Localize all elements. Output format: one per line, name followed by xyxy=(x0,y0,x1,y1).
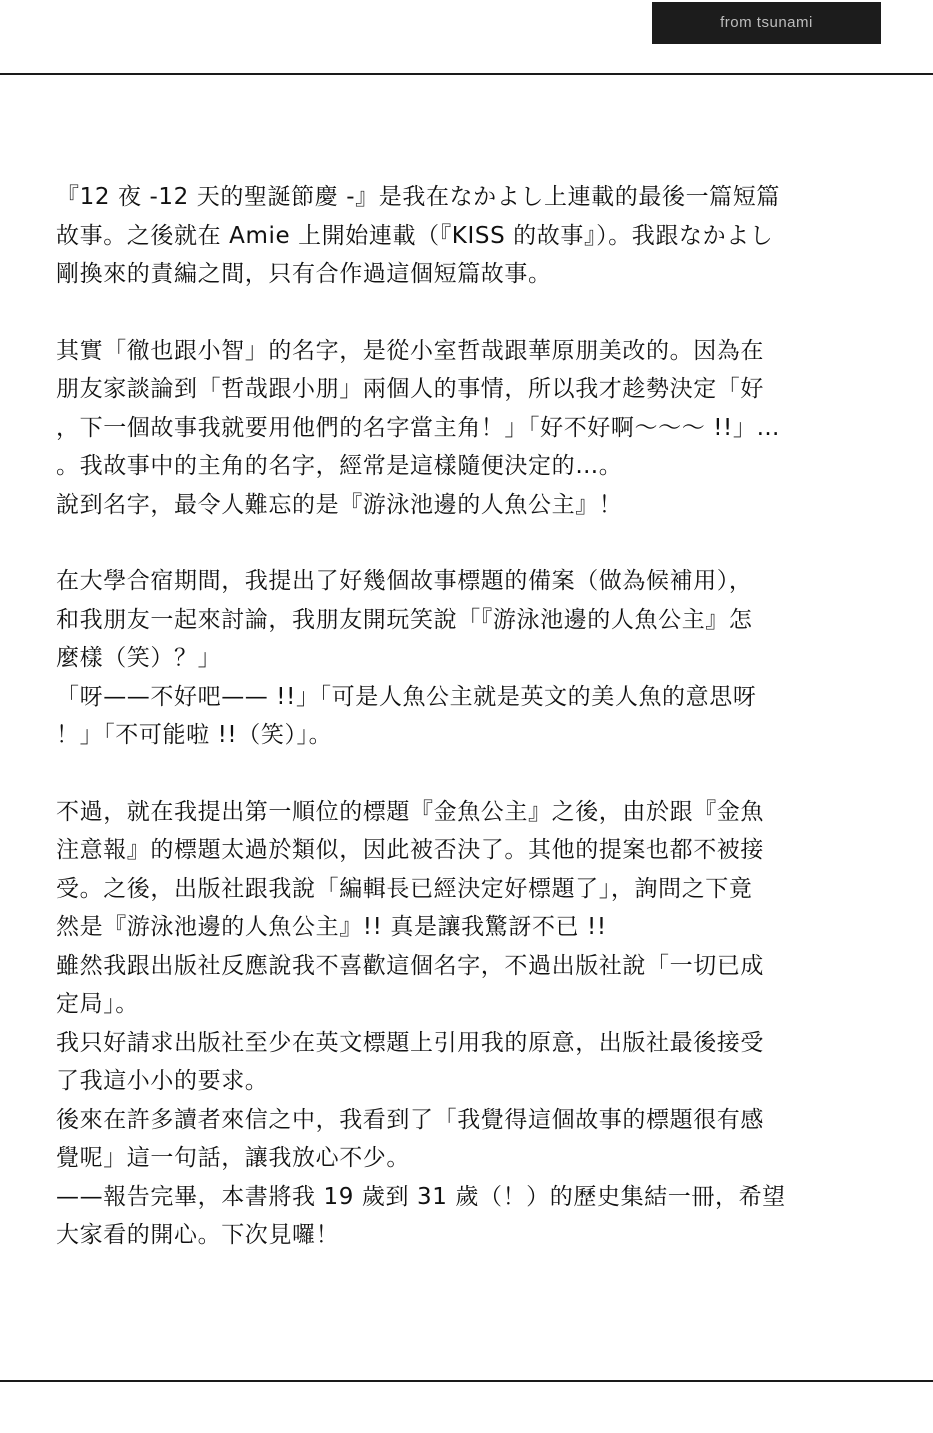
text-line: 大家看的開心。下次見囉！ xyxy=(56,1222,340,1248)
text-line: 在大學合宿期間，我提出了好幾個故事標題的備案（做為候補用）， xyxy=(56,568,753,594)
text-line: 受。之後，出版社跟我說「編輯長已經決定好標題了」，詢問之下竟 xyxy=(56,875,753,902)
paragraph-2 xyxy=(56,332,846,525)
text-line: 和我朋友一起來討論，我朋友開玩笑說「『游泳池邊的人魚公主』怎 xyxy=(56,606,753,633)
header-tab: from tsunami xyxy=(652,2,881,44)
text-line: 定局」。 xyxy=(56,991,139,1017)
text-line: 「呀——不好吧—— !!」「可是人魚公主就是英文的美人魚的意思呀 xyxy=(56,683,757,710)
bottom-divider xyxy=(0,1380,933,1382)
text-line: 故事。之後就在 Amie 上開始連載（『KISS 的故事』）。我跟なかよし xyxy=(56,222,774,249)
paragraph-3 xyxy=(56,562,846,755)
text-line: 然是『游泳池邊的人魚公主』!! 真是讓我驚訝不已 !! xyxy=(56,914,607,940)
text-line: 後來在許多讀者來信之中，我看到了「我覺得這個故事的標題很有感 xyxy=(56,1106,764,1133)
text-line: 了我這小小的要求。 xyxy=(56,1068,269,1094)
text-line: 其實「徹也跟小智」的名字，是從小室哲哉跟華原朋美改的。因為在 xyxy=(56,337,764,364)
text-line: ，下一個故事我就要用他們的名字當主角！」「好不好啊～～～ !!」… xyxy=(56,414,781,441)
text-line: 說到名字，最令人難忘的是『游泳池邊的人魚公主』！ xyxy=(56,491,623,518)
text-line: 朋友家談論到「哲哉跟小朋」兩個人的事情，所以我才趁勢決定「好 xyxy=(56,376,764,402)
text-line: 覺呢」這一句話，讓我放心不少。 xyxy=(56,1145,410,1171)
paragraph-4 xyxy=(56,793,846,1255)
text-line: 不過，就在我提出第一順位的標題『金魚公主』之後，由於跟『金魚 xyxy=(56,798,764,825)
text-line: 我只好請求出版社至少在英文標題上引用我的原意，出版社最後接受 xyxy=(56,1029,764,1056)
text-line: ——報告完畢，本書將我 19 歲到 31 歲（！）的歷史集結一冊，希望 xyxy=(56,1183,786,1210)
text-line: 注意報』的標題太過於類似，因此被否決了。其他的提案也都不被接 xyxy=(56,837,764,863)
text-line: 麼樣（笑）？」 xyxy=(56,645,222,671)
top-divider xyxy=(0,73,933,75)
text-line: 雖然我跟出版社反應說我不喜歡這個名字，不過出版社說「一切已成 xyxy=(56,952,764,979)
text-line: 剛換來的責編之間，只有合作過這個短篇故事。 xyxy=(56,261,552,287)
afterword-text xyxy=(56,178,846,1293)
paragraph-1 xyxy=(56,178,846,294)
text-line: 『12 夜 -12 天的聖誕節慶 -』是我在なかよし上連載的最後一篇短篇 xyxy=(56,184,780,210)
text-line: ！」「不可能啦 !!（笑）」。 xyxy=(56,722,333,748)
text-line: 。我故事中的主角的名字，經常是這樣隨便決定的…。 xyxy=(56,453,623,479)
